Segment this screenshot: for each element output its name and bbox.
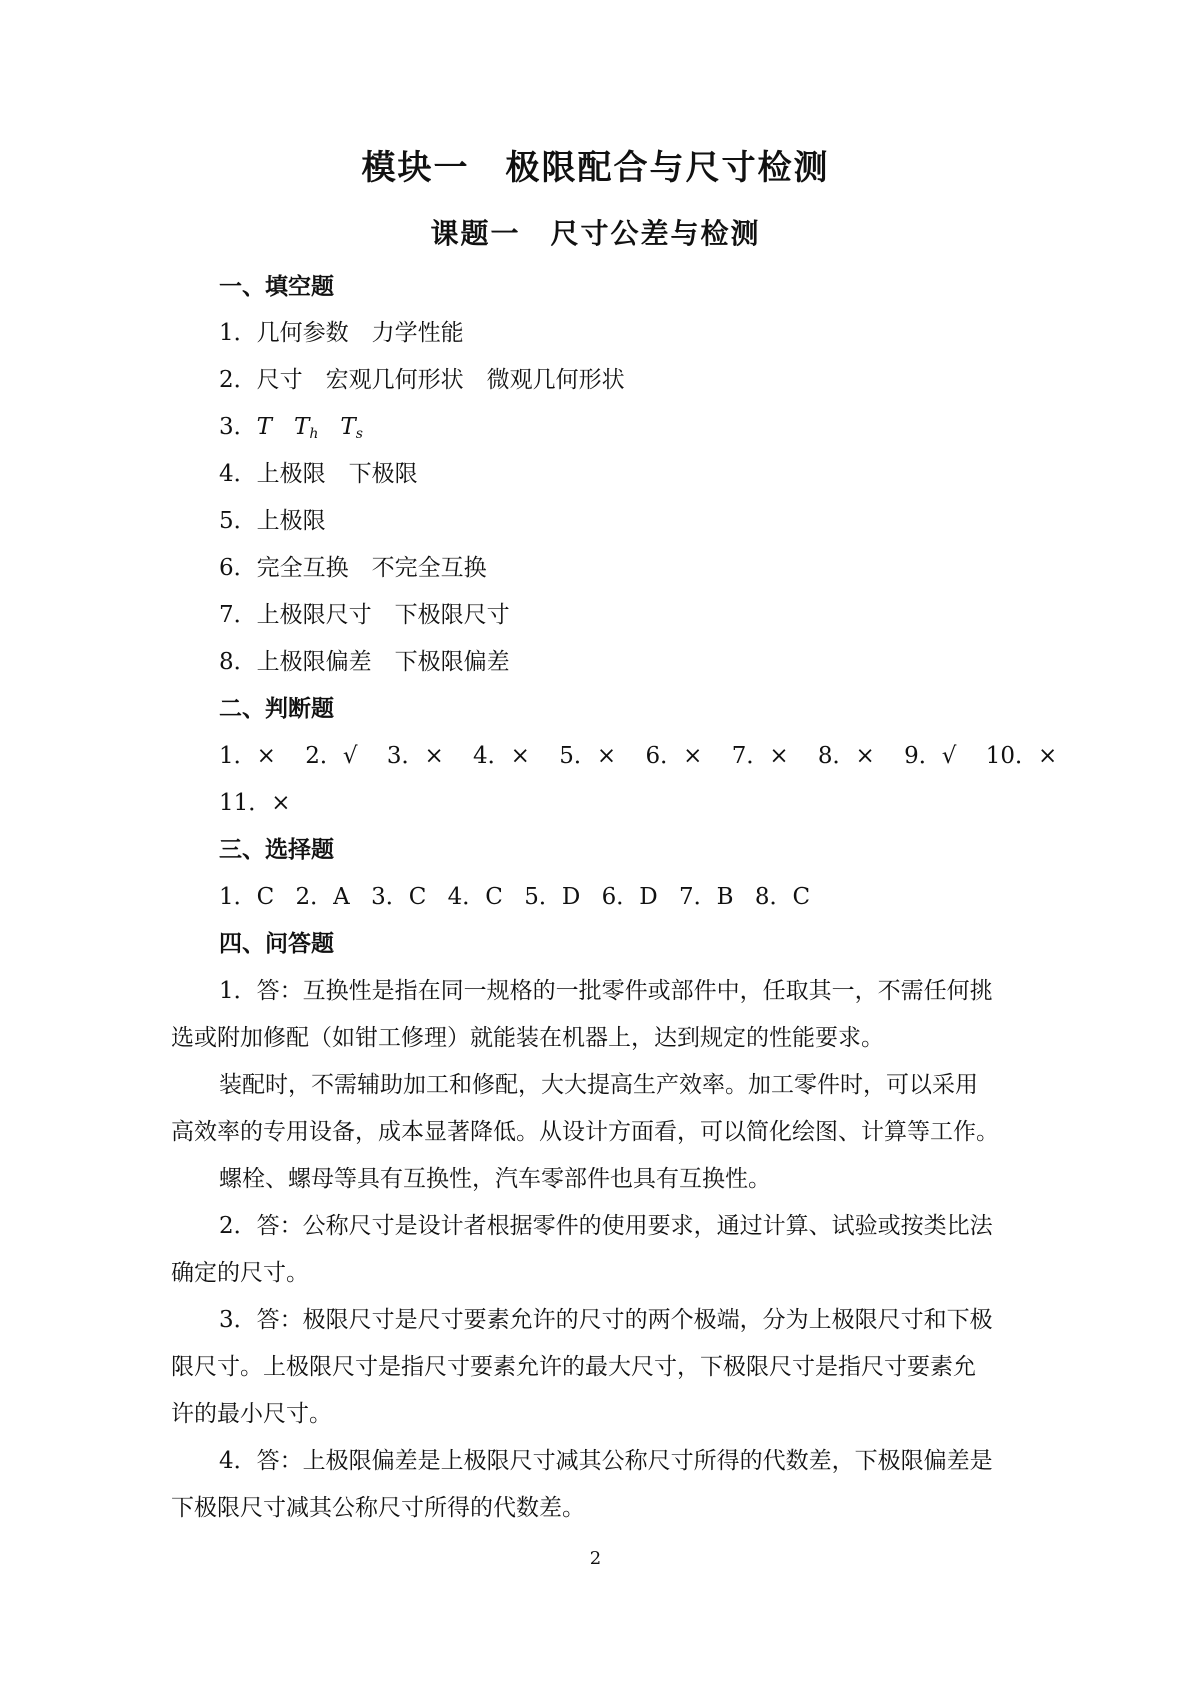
choice-answer: 5．D: [524, 884, 581, 910]
tf-answer: 7．×: [731, 743, 789, 769]
choice-answer: 6．D: [601, 884, 658, 910]
tf-answer: 5．×: [559, 743, 617, 769]
choice-answer: 4．C: [447, 884, 503, 910]
choice-answer: 8．C: [754, 884, 811, 910]
choice-answer: 3．C: [371, 884, 427, 910]
qa-paragraph-line: 1．答：互换性是指在同一规格的一批零件或部件中，任取其一，不需任何挑: [219, 978, 993, 1004]
fill-blank-item-2: 2．尺寸 宏观几何形状 微观几何形状: [219, 367, 625, 393]
section-heading-qa: 四、问答题: [219, 931, 334, 957]
tf-answer: 10．×: [985, 743, 1058, 769]
fill-blank-item-1: 1．几何参数 力学性能: [219, 320, 464, 346]
choice-answer: 1．C: [219, 884, 275, 910]
fill-blank-item-8: 8．上极限偏差 下极限偏差: [219, 649, 510, 675]
qa-paragraph-line: 限尺寸。上极限尺寸是指尺寸要素允许的最大尺寸，下极限尺寸是指尺寸要素允: [171, 1354, 976, 1380]
tf-answer: 2．√: [305, 743, 358, 769]
page-number: 2: [589, 1548, 602, 1569]
true-false-answers-line-1: [219, 741, 1057, 771]
fill-blank-item-7: 7．上极限尺寸 下极限尺寸: [219, 602, 510, 628]
true-false-answers-line-2: 11．×: [219, 790, 291, 816]
qa-paragraph-line: 下极限尺寸减其公称尺寸所得的代数差。: [171, 1495, 585, 1521]
fill-blank-item-3-number: 3．: [219, 414, 257, 440]
tf-answer: 3．×: [386, 743, 444, 769]
section-heading-true-false: 二、判断题: [219, 696, 334, 722]
tf-answer: 9．√: [904, 743, 957, 769]
qa-paragraph-line: 4．答：上极限偏差是上极限尺寸减其公称尺寸所得的代数差，下极限偏差是: [219, 1448, 993, 1474]
qa-paragraph-line: 2．答：公称尺寸是设计者根据零件的使用要求，通过计算、试验或按类比法: [219, 1213, 993, 1239]
symbol-th: $T_h$: [293, 414, 319, 442]
qa-paragraph-line: 螺栓、螺母等具有互换性，汽车零部件也具有互换性。: [219, 1166, 771, 1192]
tf-answer: 1．×: [219, 743, 276, 769]
tf-answer: 8．×: [817, 743, 875, 769]
choice-answers-line: [219, 882, 810, 912]
qa-paragraph-line: 高效率的专用设备，成本显著降低。从设计方面看，可以简化绘图、计算等工作。: [171, 1119, 999, 1145]
page-title: 模块一 极限配合与尺寸检测: [361, 148, 830, 188]
choice-answer: 7．B: [678, 884, 734, 910]
qa-paragraph-line: 选或附加修配（如钳工修理）就能装在机器上，达到规定的性能要求。: [171, 1025, 884, 1051]
fill-blank-item-3: [219, 412, 363, 449]
qa-paragraph-line: 确定的尺寸。: [171, 1260, 309, 1286]
fill-blank-item-5: 5．上极限: [219, 508, 326, 534]
section-heading-fill-blank: 一、填空题: [219, 274, 334, 300]
qa-paragraph-line: 3．答：极限尺寸是尺寸要素允许的尺寸的两个极端，分为上极限尺寸和下极: [219, 1307, 993, 1333]
choice-answer: 2．A: [295, 884, 350, 910]
tf-answer: 6．×: [645, 743, 703, 769]
page-subtitle: 课题一 尺寸公差与检测: [430, 217, 761, 250]
symbol-ts: $T_s$: [340, 414, 363, 442]
tf-answer: 4．×: [473, 743, 530, 769]
symbol-t: T: [256, 414, 272, 440]
section-heading-choice: 三、选择题: [219, 837, 334, 863]
qa-paragraph-line: 装配时，不需辅助加工和修配，大大提高生产效率。加工零件时，可以采用: [219, 1072, 978, 1098]
fill-blank-item-6: 6．完全互换 不完全互换: [219, 555, 487, 581]
fill-blank-item-4: 4．上极限 下极限: [219, 461, 418, 487]
qa-paragraph-line: 许的最小尺寸。: [171, 1401, 332, 1427]
